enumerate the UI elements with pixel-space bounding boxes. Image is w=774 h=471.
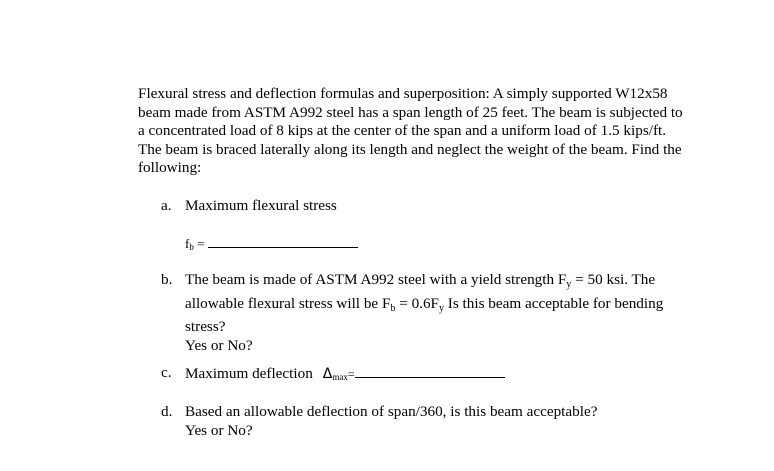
problem-statement: [138, 85, 728, 178]
question-d-marker: d.: [161, 403, 173, 420]
question-b-line-3: stress?: [185, 318, 226, 336]
intro-line-4: The beam is braced laterally along its length and neglect the weight of the beam. Find the: [138, 140, 682, 158]
answer-c-blank[interactable]: [355, 364, 505, 378]
intro-line-2: beam made from ASTM A992 steel has a span length of 25 feet. The beam is subjected to: [138, 103, 683, 121]
question-a-marker: a.: [161, 197, 172, 214]
question-b-answer-prompt: Yes or No?: [185, 336, 253, 354]
question-b-line-2: allowable flexural stress will be Fb = 0.6Fy Is this beam acceptable for bending: [185, 294, 664, 314]
question-d-answer-prompt: Yes or No?: [185, 421, 253, 439]
intro-line-1: Flexural stress and deflection formulas and superposition: A simply supported W12x58: [138, 85, 668, 102]
answer-a-symbol: f: [185, 236, 190, 251]
question-c-text: Maximum deflection: [185, 365, 313, 382]
question-a-text: Maximum flexural stress: [185, 197, 337, 214]
delta-symbol: Δ: [322, 366, 333, 382]
question-c-marker: c.: [161, 364, 172, 381]
question-d-line-1: Based an allowable deflection of span/360, is this beam acceptable?: [185, 403, 598, 420]
answer-a-symbol-sub: b: [189, 242, 194, 252]
question-b-marker: b.: [161, 271, 173, 288]
delta-equals: =: [347, 367, 355, 381]
intro-line-5: following:: [138, 159, 202, 177]
answer-a-field: [185, 234, 358, 252]
question-b-line-1: The beam is made of ASTM A992 steel with a yield strength Fy = 50 ksi. The: [185, 271, 656, 290]
answer-a-equals: =: [193, 236, 208, 251]
answer-a-blank[interactable]: [208, 234, 358, 248]
delta-symbol-sub: max: [332, 372, 348, 382]
intro-line-3: a concentrated load of 8 kips at the center of the span and a uniform load of 1.5 kips/ft.: [138, 122, 667, 140]
